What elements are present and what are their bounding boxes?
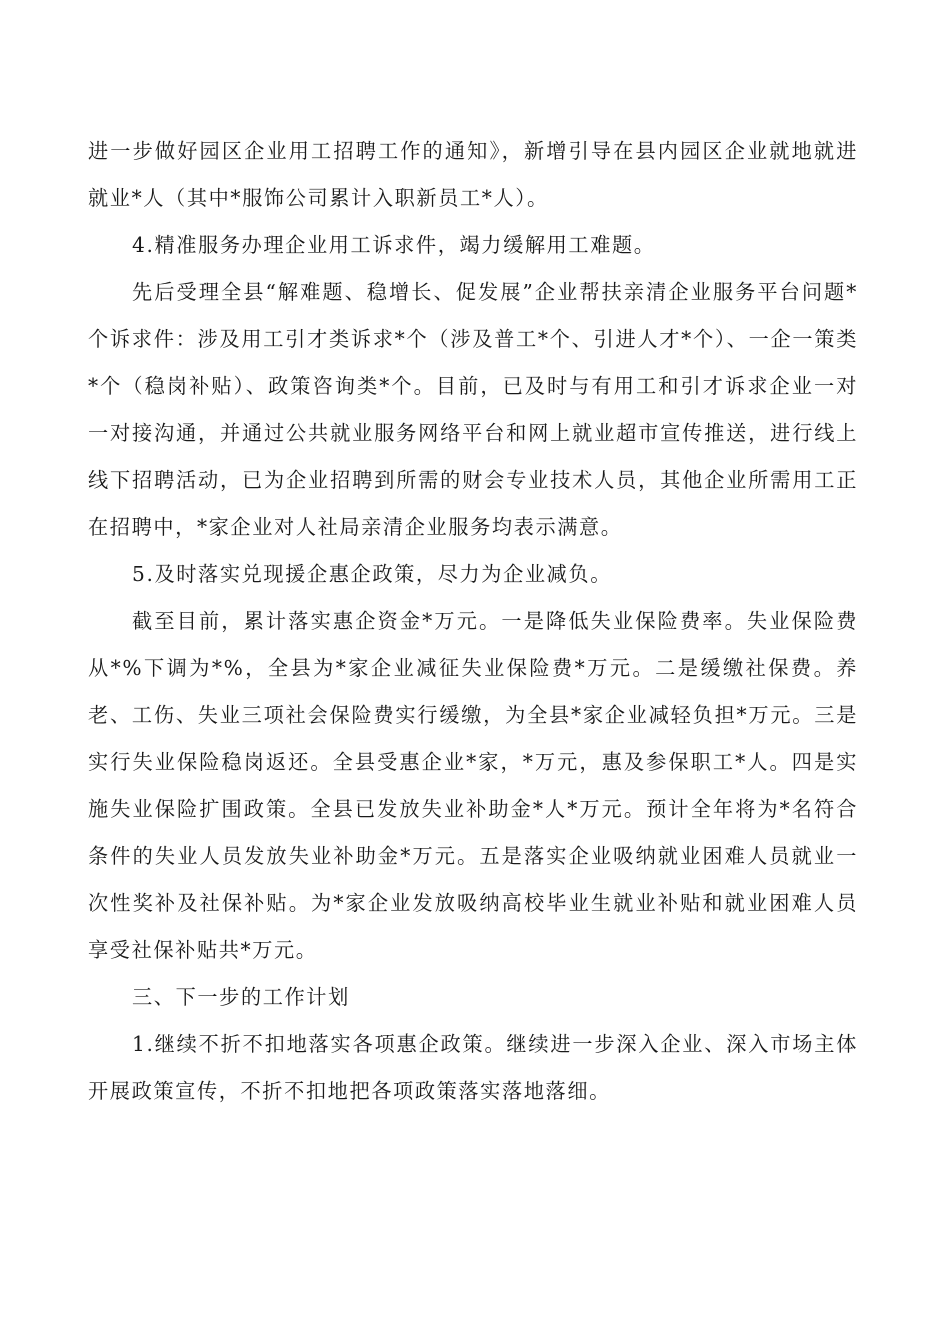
- document-body: [88, 128, 858, 1115]
- paragraph-body: 先后受理全县“解难题、稳增长、促发展”企业帮扶亲清企业服务平台问题*个诉求件：涉及用工引才类诉求*个（涉及普工*个、引进人才*个）、一企一策类*个（稳岗补贴）、政策咨询类*个。目前，已及时与有用工和引才诉求企业一对一对接沟通，并通过公共就业服务网络平台和网上就业超市宣传推送，进行线上线下招聘活动，已为企业招聘到所需的财会专业技术人员，其他企业所需用工正在招聘中，*家企业对人社局亲清企业服务均表示满意。: [88, 280, 858, 539]
- paragraph-body: 截至目前，累计落实惠企资金*万元。一是降低失业保险费率。失业保险费从*%下调为*%，全县为*家企业减征失业保险费*万元。二是缓缴社保费。养老、工伤、失业三项社会保险费实行缓缴，为全县*家企业减轻负担*万元。三是实行失业保险稳岗返还。全县受惠企业*家，*万元，惠及参保职工*人。四是实施失业保险扩围政策。全县已发放失业补助金*人*万元。预计全年将为*名符合条件的失业人员发放失业补助金*万元。五是落实企业吸纳就业困难人员就业一次性奖补及社保补贴。为*家企业发放吸纳高校毕业生就业补贴和就业困难人员享受社保补贴共*万元。: [88, 609, 858, 962]
- paragraph-heading-item-4: 4.精准服务办理企业用工诉求件，竭力缓解用工难题。: [132, 233, 656, 257]
- paragraph-continuation: 进一步做好园区企业用工招聘工作的通知》，新增引导在县内园区企业就地就进就业*人（其中*服饰公司累计入职新员工*人）。: [88, 139, 858, 210]
- section-heading: 三、下一步的工作计划: [132, 985, 350, 1009]
- paragraph-heading-item-1: 1.继续不折不扣地落实各项惠企政策。继续进一步深入企业、深入市场主体开展政策宣传，不折不扣地把各项政策落实落地落细。: [88, 1032, 858, 1103]
- paragraph-heading-item-5: 5.及时落实兑现援企惠企政策，尽力为企业减负。: [132, 562, 613, 586]
